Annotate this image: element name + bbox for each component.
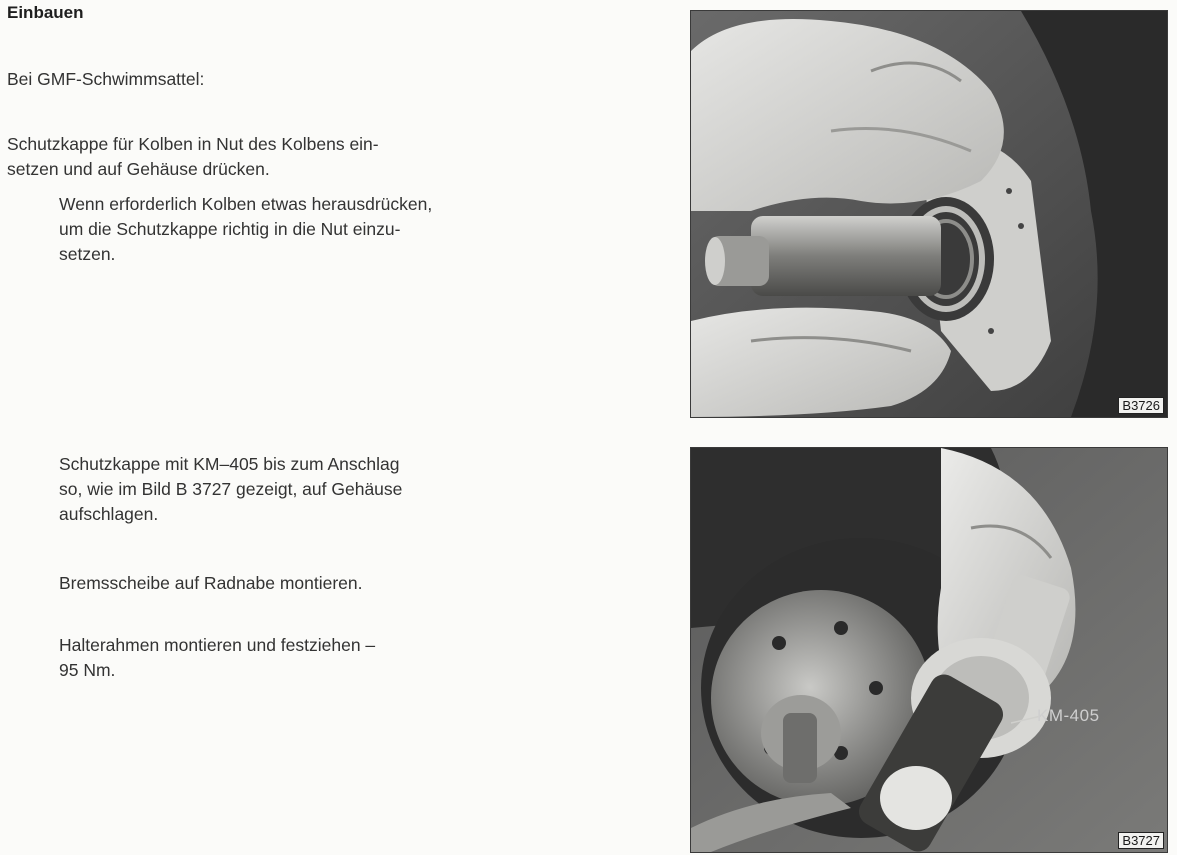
figure-photo-b3726 <box>690 10 1168 418</box>
step-brake-disc-text: Bremsscheibe auf Radnabe montieren. <box>59 573 363 593</box>
step-drive-cap-text: Schutzkappe mit KM–405 bis zum Anschlag so, wie im Bild B 3727 gezeigt, auf Gehäuse aufschlagen. <box>59 454 403 524</box>
figure-b3726-illustration <box>691 11 1167 417</box>
step-install-cap-text: Schutzkappe für Kolben in Nut des Kolbens ein- setzen und auf Gehäuse drücken. <box>7 134 379 179</box>
figure-label-b3726: B3726 <box>1118 397 1164 414</box>
figure-label-b3727: B3727 <box>1118 832 1164 849</box>
intro-text: Bei GMF-Schwimmsattel: <box>7 69 205 89</box>
note-piston-text: Wenn erforderlich Kolben etwas herausdrücken, um die Schutzkappe richtig in die Nut einzu- setzen. <box>59 194 433 264</box>
section-heading: Einbauen <box>7 3 84 22</box>
figure-b3727-illustration <box>691 448 1167 852</box>
tool-label-km405: KM-405 <box>1037 706 1100 725</box>
figure-photo-b3727 <box>690 447 1168 853</box>
step-frame-torque-text: Halterahmen montieren und festziehen – 95 Nm. <box>59 635 376 680</box>
